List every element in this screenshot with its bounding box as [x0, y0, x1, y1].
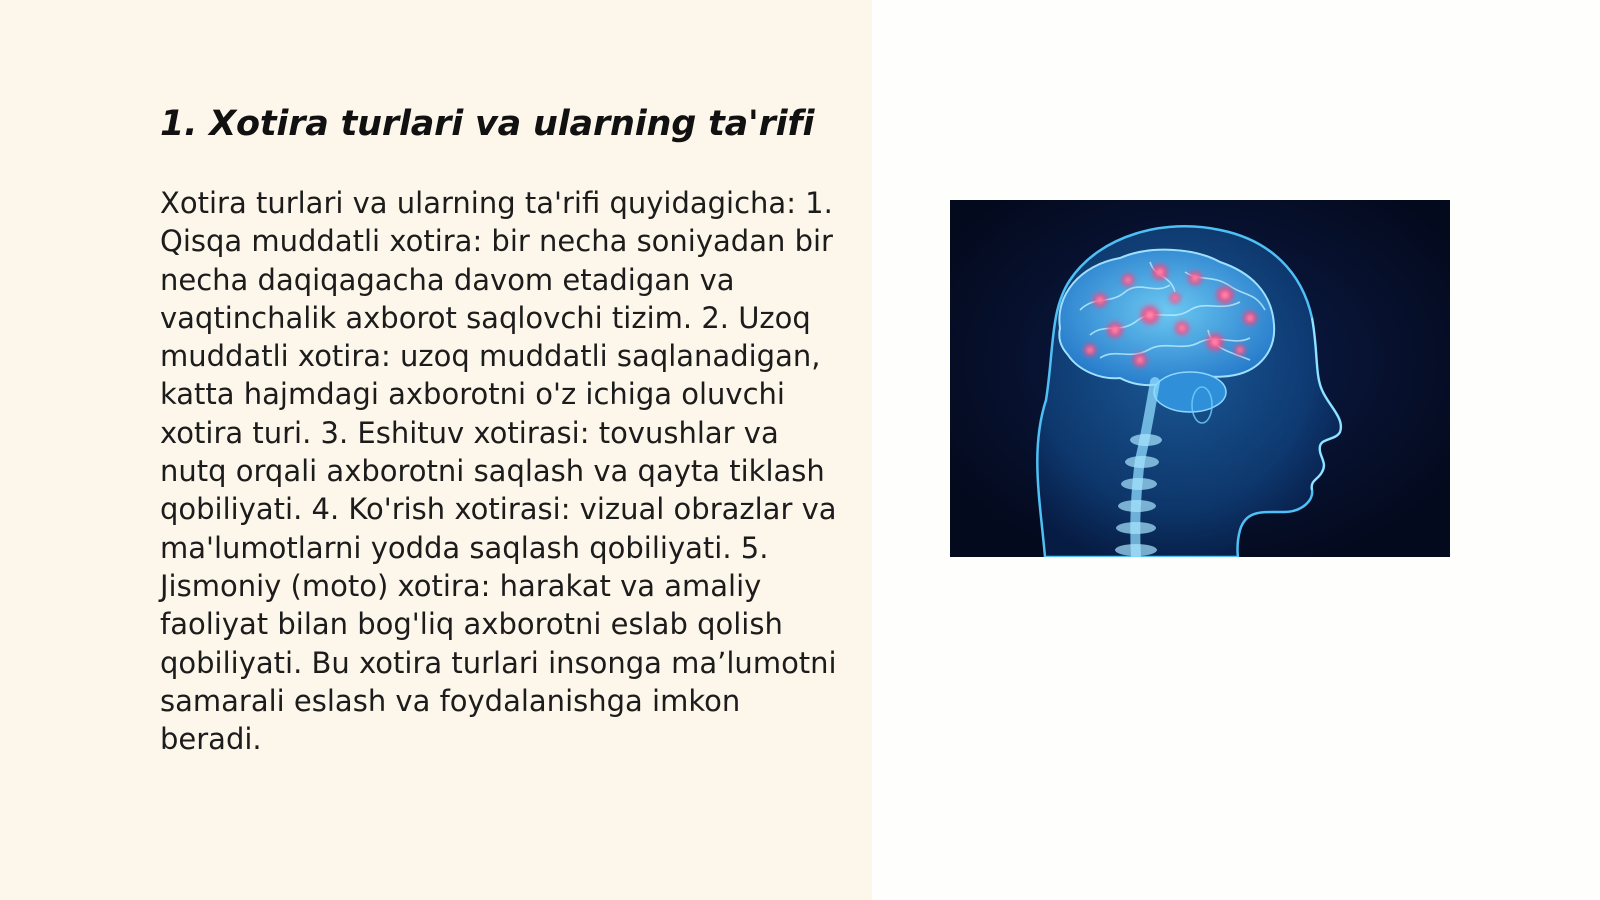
slide-title: 1. Xotira turlari va ularning ta'rifi [160, 104, 815, 144]
brain-head-illustration-icon [950, 200, 1450, 557]
slide-body-text: Xotira turlari va ularning ta'rifi quyidagicha: 1. Qisqa muddatli xotira: bir necha soniyadan bir necha daqiqagacha davom etadigan va vaqtinchalik axborot saqlovchi tizim. 2. Uzoq muddatli xotira: uzoq muddatli saqlanadigan, katta hajmdagi axborotni o'z ichiga oluvchi xotira turi. 3. Eshituv xotirasi: tovushlar va nutq orqali axborotni saqlash va qayta tiklash qobiliyati. 4. Ko'rish xotirasi: vizual obrazlar va ma'lumotlarni yodda saqlash qobiliyati. 5. Jismoniy (moto) xotira: harakat va amaliy faoliyat bilan bog'liq axborotni eslab qolish qobiliyati. Bu xotira turlari insonga ma’lumotni samarali eslash va foydalanishga imkon beradi. [160, 186, 837, 757]
